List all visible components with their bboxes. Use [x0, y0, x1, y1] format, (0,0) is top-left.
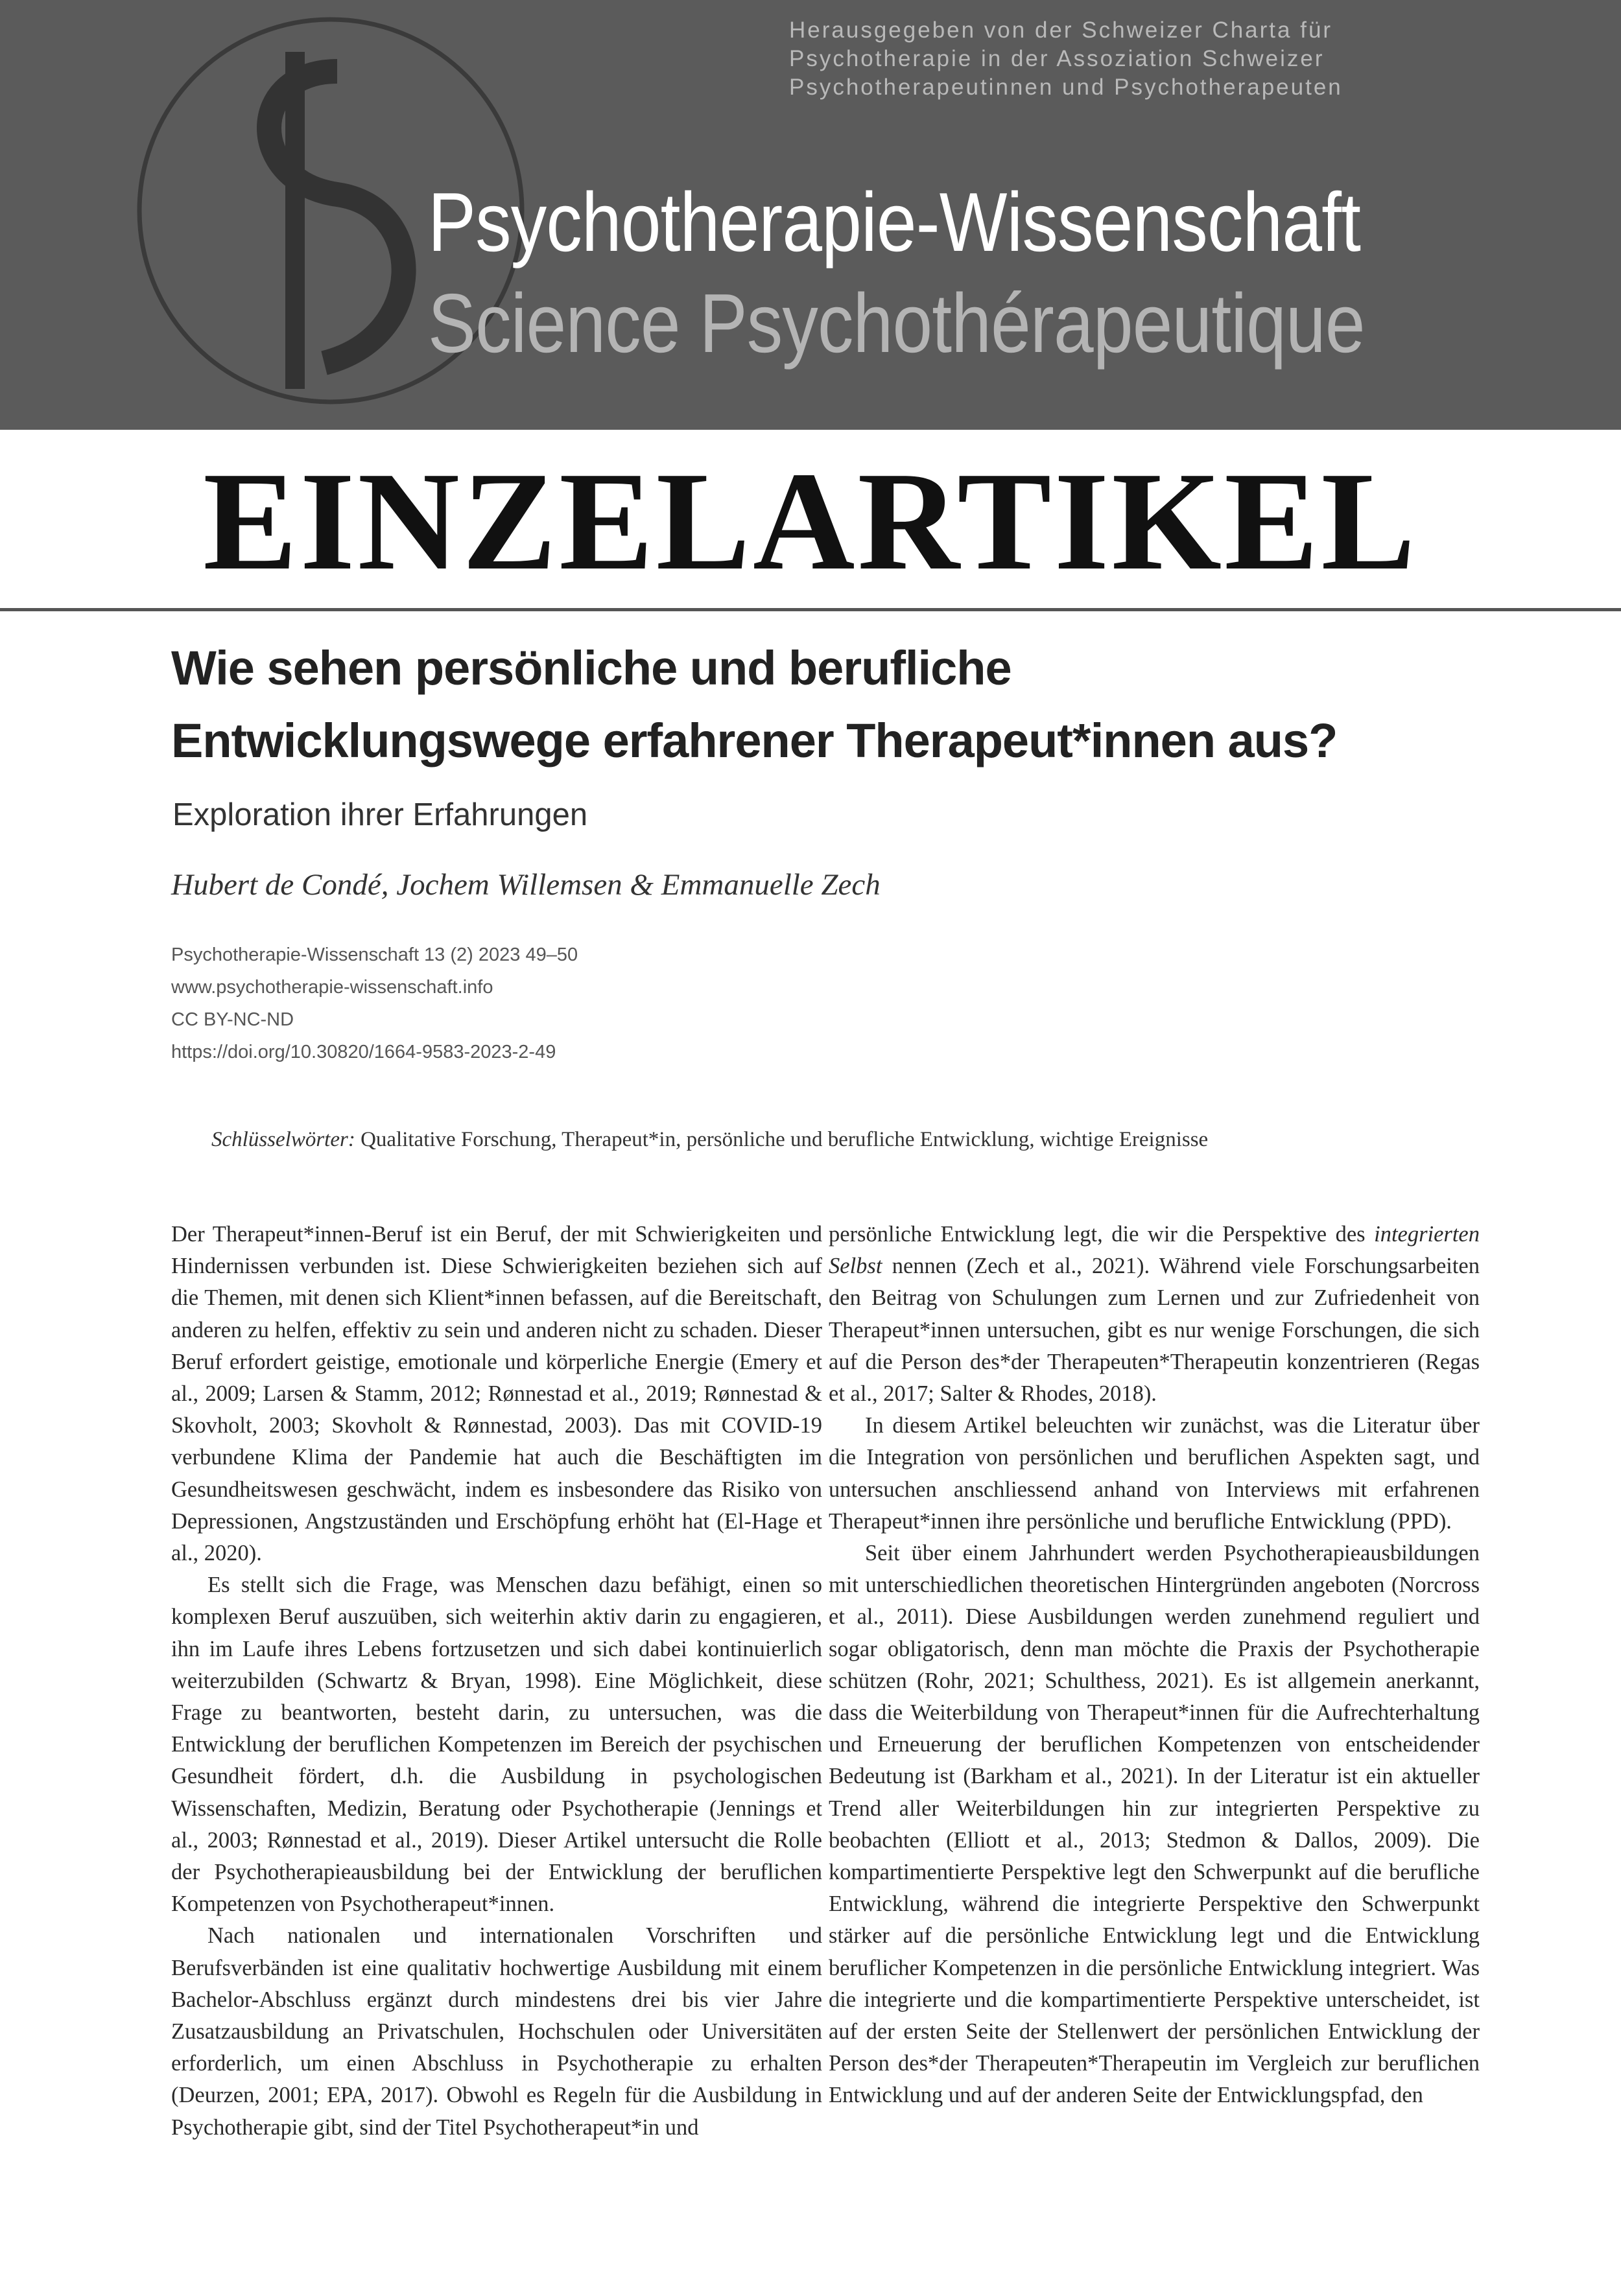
article-metadata: [171, 939, 949, 1068]
license: CC BY-NC-ND: [171, 1009, 294, 1030]
keywords-list: Qualitative Forschung, Therapeut*in, persönliche und berufliche Entwicklung, wichtige Ereignisse: [355, 1128, 1209, 1151]
journal-banner: [0, 0, 1621, 430]
body-paragraph: Nach nationalen und internationalen Vorschriften und Berufsverbänden ist eine qualitativ hochwertige Ausbildung mit einem Bachelor-Abschluss ergänzt durch mindestens drei bis vier Jahre Zusatzausbildung an Privatschulen, Hochschulen oder Universitäten erforderlich, um einen Abschluss in Psychotherapie zu erhalten (Deurzen, 2001; EPA, 2017). Obwohl es Regeln für die Ausbildung in Psychotherapie gibt, sind der Titel Psychotherapeut*in und: [171, 1923, 822, 2140]
body-paragraph: [829, 1219, 1480, 1410]
body-paragraph: Der Therapeut*innen-Beruf ist ein Beruf, der mit Schwierigkeiten und Hindernissen verbunden ist. Diese Schwierigkeiten beziehen sich auf die Themen, mit denen sich Klient*innen befassen, auf die Bereitschaft, anderen zu helfen, effektiv zu sein und anderen nicht zu schaden. Dieser Beruf erfordert geistige, emotionale und körperliche Energie (Emery et al., 2009; Larsen & Stamm, 2012; Rønnestad et al., 2019; Rønnestad & Skovholt, 2003; Skovholt & Rønnestad, 2003). Das mit COVID-19 verbundene Klima der Pandemie hat auch die Beschäftigten im Gesundheitswesen geschwächt, indem es insbesondere das Risiko von Depressionen, Angstzuständen und Erschöpfung erhöht hat (El-Hage et al., 2020).: [171, 1222, 822, 1566]
publisher-note: [789, 16, 1438, 102]
article-title: [171, 632, 1468, 777]
keywords-label: Schlüsselwörter:: [211, 1128, 355, 1151]
divider: [0, 608, 1621, 611]
journal-title-french: Science Psychothérapeutique: [428, 277, 1365, 370]
article-type-heading: EINZELARTIKEL: [203, 443, 1418, 600]
journal-title-german: Psychotherapie-Wissenschaft: [428, 176, 1361, 269]
website-link[interactable]: www.psychotherapie-wissenschaft.info: [171, 977, 493, 998]
text-run: persönliche Entwicklung legt, die wir die Perspektive des: [829, 1222, 1375, 1247]
citation: Psychotherapie-Wissenschaft 13 (2) 2023 49–50: [171, 944, 578, 965]
article-title-line: Entwicklungswege erfahrener Therapeut*innen aus?: [171, 714, 1338, 767]
emphasis: integrierten Selbst: [829, 1222, 1480, 1279]
article-subtitle: Exploration ihrer Erfahrungen: [172, 797, 588, 832]
doi-link[interactable]: https://doi.org/10.30820/1664-9583-2023-2-49: [171, 1042, 556, 1062]
body-column-right: [829, 1219, 1480, 2296]
body-paragraph: In diesem Artikel beleuchten wir zunächst, was die Literatur über die Integration von persönlichen und beruflichen Aspekten sagt, und untersuchen anschliessend anhand von Interviews mit erfahrenen Therapeut*innen ihre persönliche und berufliche Entwicklung (PPD).: [829, 1413, 1480, 1534]
body-column-left: [171, 1219, 822, 2296]
article-title-line: Wie sehen persönliche und berufliche: [171, 641, 1012, 695]
text-run: nennen (Zech et al., 2021). Während viele Forschungsarbeiten den Beitrag von Schulungen zum Lernen und zur Zufriedenheit von Therapeut*innen untersuchen, gibt es nur wenige Forschungen, die sich auf die Person des*der Therapeuten*Therapeutin konzentrieren (Regas et al., 2017; Salter & Rhodes, 2018).: [829, 1254, 1480, 1407]
article-authors: Hubert de Condé, Jochem Willemsen & Emmanuelle Zech: [171, 868, 881, 902]
publisher-line: Psychotherapeutinnen und Psychotherapeuten: [789, 75, 1343, 100]
body-paragraph: Seit über einem Jahrhundert werden Psychotherapieausbildungen mit unterschiedlichen theoretischen Hintergründen angeboten (Norcross et al., 2011). Diese Ausbildungen werden zunehmend reguliert und sogar obligatorisch, denn man möchte die Praxis der Psychotherapie schützen (Rohr, 2021; Schulthess, 2021). Es ist allgemein anerkannt, dass die Weiterbildung von Therapeut*innen für die Aufrechterhaltung und Erneuerung der beruflichen Kompetenzen von entscheidender Bedeutung ist (Barkham et al., 2021). In der Literatur ist ein aktueller Trend aller Weiterbildungen hin zur integrierten Perspektive zu beobachten (Elliott et al., 2013; Stedmon & Dallos, 2009). Die kompartimentierte Perspektive legt den Schwerpunkt auf die berufliche Entwicklung, während die integrierte Perspektive den Schwerpunkt stärker auf die persönliche Entwicklung legt und die Entwicklung beruflicher Kompetenzen in die persönliche Entwicklung integriert. Was die integrierte und die kompartimentierte Perspektive unterscheidet, ist auf der ersten Seite der Stellenwert der persönlichen Entwicklung der Person des*der Therapeuten*Therapeutin im Vergleich zur beruflichen Entwicklung und auf der anderen Seite der Entwicklungspfad, den: [829, 1541, 1480, 2108]
body-paragraph: Es stellt sich die Frage, was Menschen dazu befähigt, einen so komplexen Beruf auszuüben, sich weiterhin aktiv darin zu engagieren, ihn im Laufe ihres Lebens fortzusetzen und sich dabei kontinuierlich weiterzubilden (Schwartz & Bryan, 1998). Eine Möglichkeit, diese Frage zu beantworten, besteht darin, zu untersuchen, was die Entwicklung der beruflichen Kompetenzen im Bereich der psychischen Gesundheit fördert, d.h. die Ausbildung in psychologischen Wissenschaften, Medizin, Beratung oder Psychotherapie (Jennings et al., 2003; Rønnestad et al., 2019). Dieser Artikel untersucht die Rolle der Psychotherapieausbildung bei der Entwicklung der beruflichen Kompetenzen von Psychotherapeut*innen.: [171, 1573, 822, 1917]
publisher-line: Psychotherapie in der Assoziation Schweizer: [789, 46, 1325, 71]
publisher-line: Herausgegeben von der Schweizer Charta für: [789, 18, 1333, 43]
keywords: [211, 1123, 1476, 1156]
